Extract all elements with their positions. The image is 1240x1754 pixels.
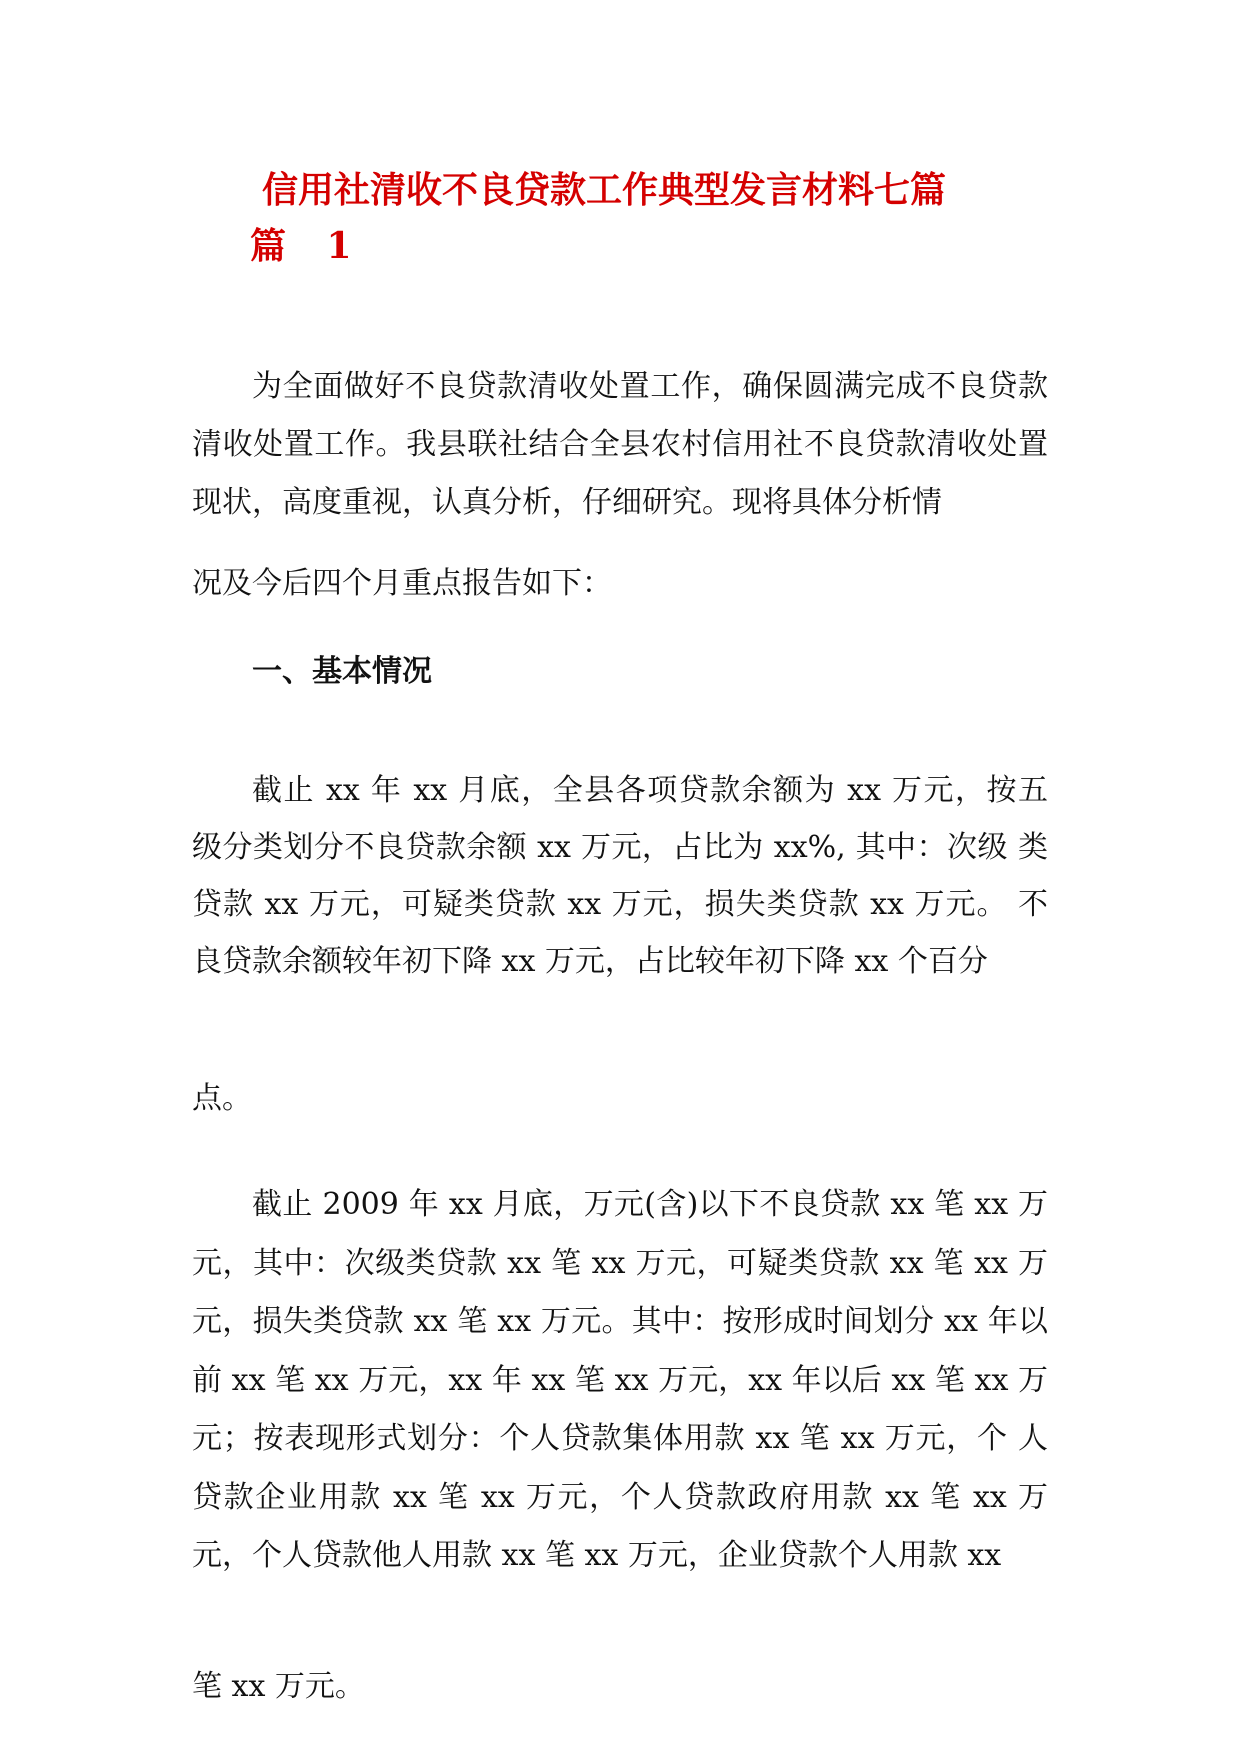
- paragraph-loan-balance-continued: 点。: [192, 1081, 252, 1116]
- paragraph-bad-loan-detail: 截止 2009 年 xx 月底，万元(含)以下不良贷款 xx 笔 xx 万元，其中：次级类贷款 xx 笔 xx 万元，可疑类贷款 xx 笔 xx 万元，损失类贷款 xx 笔 xx 万元。其中：按形成时间划分 xx 年以前 xx 笔 xx 万元，xx 年 xx 笔 xx 万元，xx 年以后 xx 笔 xx 万元；按表现形式划分：个人贷款集体用款 xx 笔 xx 万元，个 人贷款企业用款 xx 笔 xx 万元，个人贷款政府用款 xx 笔 xx 万 元，个人贷款他人用款 xx 笔 xx 万元，企业贷款个人用款 xx: [192, 1187, 1048, 1573]
- paragraph-intro: 为全面做好不良贷款清收处置工作，确保圆满完成不良贷款清收处置工作。我县联社结合全县农村信用社不良贷款清收处置现状，高度重视，认真分析，仔细研究。现将具体分析情: [192, 369, 1048, 520]
- paragraph-bad-loan-detail-continued: 笔 xx 万元。: [192, 1669, 365, 1704]
- paragraph-loan-balance: 截止 xx 年 xx 月底，全县各项贷款余额为 xx 万元，按五 级分类划分不良贷款余额 xx 万元，占比为 xx%, 其中：次级 类贷款 xx 万元，可疑类贷款 xx 万元，损失类贷款 xx 万元。 不良贷款余额较年初下降 xx 万元，占比较年初下降 xx 个百分: [192, 773, 1048, 979]
- chapter-title: 篇 1: [250, 225, 366, 267]
- section-heading-basic-situation: 一、基本情况: [252, 654, 432, 689]
- document-title: 信用社清收不良贷款工作典型发言材料七篇: [262, 169, 947, 211]
- paragraph-intro-continued: 况及今后四个月重点报告如下：: [192, 566, 612, 601]
